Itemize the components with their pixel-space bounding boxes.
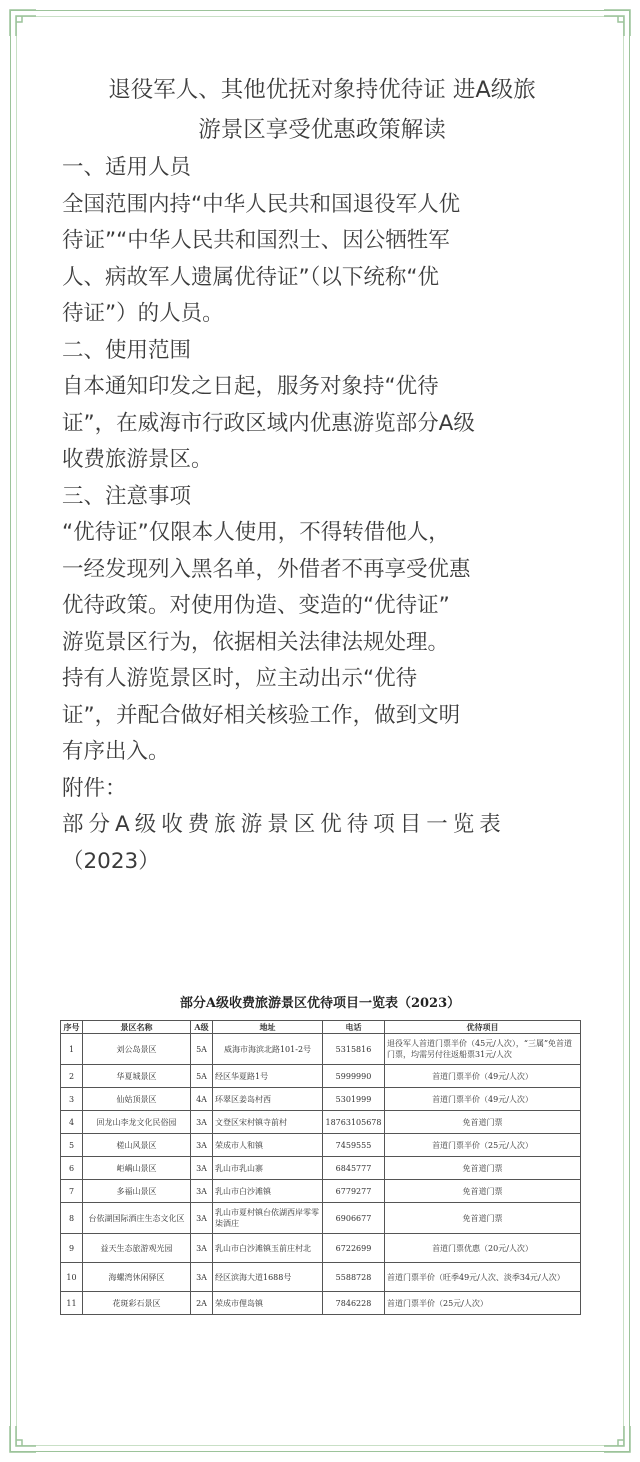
article-body (62, 70, 582, 880)
table-cell: 6722699 (323, 1234, 385, 1263)
table-cell: 免首道门票 (385, 1203, 581, 1234)
article-title (62, 70, 582, 150)
text-line: 人、病故军人遗属优待证”（以下统称“优 (62, 264, 440, 290)
attachment-name (62, 807, 582, 880)
table-row (61, 1034, 581, 1065)
table-cell: 6845777 (323, 1157, 385, 1180)
header-cell: 优待项目 (385, 1021, 581, 1034)
table-cell: 3A (191, 1203, 213, 1234)
section-heading: 一、适用人员 (62, 155, 192, 180)
table-cell: 11 (61, 1292, 83, 1315)
table-cell: 多福山景区 (83, 1180, 191, 1203)
paragraph (62, 661, 582, 771)
corner-ornament-icon (602, 1424, 632, 1454)
table-cell: 首道门票半价（49元/人次） (385, 1088, 581, 1111)
text-line: 收费旅游景区。 (62, 447, 213, 472)
header-cell: 电话 (323, 1021, 385, 1034)
paragraph (62, 187, 582, 333)
table-cell: 4 (61, 1111, 83, 1134)
text-line: “优待证”仅限本人使用，不得转借他人， (62, 520, 450, 545)
table-cell: 5A (191, 1034, 213, 1065)
table-row (61, 1234, 581, 1263)
table-row (61, 1065, 581, 1088)
table-cell: 7846228 (323, 1292, 385, 1315)
corner-ornament-icon (8, 8, 38, 38)
corner-ornament-icon (602, 8, 632, 38)
table-cell: 6779277 (323, 1180, 385, 1203)
table-cell: 华夏城景区 (83, 1065, 191, 1088)
text-line: 待证”）的人员。 (62, 301, 224, 326)
table-cell: 4A (191, 1088, 213, 1111)
scenic-spots-table (60, 1020, 581, 1315)
table-row (61, 1088, 581, 1111)
section-heading: 三、注意事项 (62, 483, 192, 509)
table-row (61, 1203, 581, 1234)
table-cell: 乳山市白沙滩镇玉前庄村北 (213, 1234, 323, 1263)
table-cell: 乳山市夏村镇台依湖西岸零零柒酒庄 (213, 1203, 323, 1234)
section-notes (62, 479, 582, 771)
table-cell: 3A (191, 1157, 213, 1180)
text-line: 待证”“中华人民共和国烈士、因公牺牲军 (62, 228, 450, 253)
attachment-name-line-1: 部分A级收费旅游景区优待项目一览表 (62, 812, 506, 837)
table-cell: 花斑彩石景区 (83, 1292, 191, 1315)
table-cell: 1 (61, 1034, 83, 1065)
table-row (61, 1292, 581, 1315)
table-cell: 免首道门票 (385, 1180, 581, 1203)
header-cell: 序号 (61, 1021, 83, 1034)
text-line: 游览景区行为，依据相关法律法规处理。 (62, 629, 450, 655)
table-cell: 5315816 (323, 1034, 385, 1065)
table-cell: 免首道门票 (385, 1111, 581, 1134)
text-line: 自本通知印发之日起，服务对象持“优待 (62, 374, 439, 399)
table-cell: 刘公岛景区 (83, 1034, 191, 1065)
table-cell: 经区滨海大道1688号 (213, 1263, 323, 1292)
table-cell: 乳山市乳山寨 (213, 1157, 323, 1180)
table-cell: 3A (191, 1180, 213, 1203)
section-scope (62, 333, 582, 479)
table-cell: 台依湖国际酒庄生态文化区 (83, 1203, 191, 1234)
table-cell: 免首道门票 (385, 1157, 581, 1180)
text-line: 证”，在威海市行政区域内优惠游览部分A级 (62, 410, 475, 436)
table-cell: 荣成市人和镇 (213, 1134, 323, 1157)
table-cell: 3 (61, 1088, 83, 1111)
corner-ornament-icon (8, 1424, 38, 1454)
text-line: 全国范围内持“中华人民共和国退役军人优 (62, 191, 461, 217)
text-line: 优待政策。对使用伪造、变造的“优待证” (62, 593, 450, 618)
table-cell: 5999990 (323, 1065, 385, 1088)
title-line-2: 游景区享受优惠政策解读 (198, 117, 446, 143)
table-cell: 首道门票半价（25元/人次） (385, 1134, 581, 1157)
attachment-label: 附件： (62, 775, 127, 801)
title-line-1: 退役军人、其他优抚对象持优待证 进A级旅 (108, 77, 536, 103)
table-cell: 6906677 (323, 1203, 385, 1234)
table-cell: 文登区宋村镇寺前村 (213, 1111, 323, 1134)
header-cell: A级 (191, 1021, 213, 1034)
table-title: 部分A级收费旅游景区优待项目一览表（2023） (179, 996, 461, 1011)
table-cell: 回龙山李龙文化民俗园 (83, 1111, 191, 1134)
table-cell: 2 (61, 1065, 83, 1088)
table-cell: 首道门票优惠（20元/人次） (385, 1234, 581, 1263)
text-line: 持有人游览景区时，应主动出示“优待 (62, 666, 418, 691)
paragraph (62, 369, 582, 479)
table-cell: 5301999 (323, 1088, 385, 1111)
table-cell: 5 (61, 1134, 83, 1157)
table-cell: 9 (61, 1234, 83, 1263)
table-cell: 海螺湾休闲驿区 (83, 1263, 191, 1292)
table-cell: 首道门票半价（旺季49元/人次、淡季34元/人次） (385, 1263, 581, 1292)
table-cell: 8 (61, 1203, 83, 1234)
text-line: 有序出入。 (62, 739, 170, 764)
table-cell: 7459555 (323, 1134, 385, 1157)
table-cell: 益天生态旅游观光园 (83, 1234, 191, 1263)
table-cell: 槎山风景区 (83, 1134, 191, 1157)
table-cell: 首道门票半价（25元/人次） (385, 1292, 581, 1315)
table-cell: 10 (61, 1263, 83, 1292)
table-header-row (61, 1021, 581, 1034)
table-cell: 5588728 (323, 1263, 385, 1292)
table-cell: 环翠区姜岛村西 (213, 1088, 323, 1111)
table-cell: 5A (191, 1065, 213, 1088)
table-row (61, 1180, 581, 1203)
table-cell: 仙姑顶景区 (83, 1088, 191, 1111)
table-row (61, 1157, 581, 1180)
table-cell: 7 (61, 1180, 83, 1203)
table-row (61, 1111, 581, 1134)
table-cell: 经区华夏路1号 (213, 1065, 323, 1088)
table-cell: 2A (191, 1292, 213, 1315)
header-cell: 地址 (213, 1021, 323, 1034)
table-row (61, 1263, 581, 1292)
table-cell: 威海市海滨北路101-2号 (213, 1034, 323, 1065)
section-applicable-persons (62, 150, 582, 333)
table-cell: 3A (191, 1234, 213, 1263)
attachment-name-line-2: （2023） (62, 848, 160, 874)
attachment-table-image (60, 992, 580, 1315)
table-cell: 3A (191, 1111, 213, 1134)
table-cell: 荣成市俚岛镇 (213, 1292, 323, 1315)
paragraph (62, 515, 582, 661)
section-heading: 二、使用范围 (62, 337, 192, 363)
table-cell: 首道门票半价（49元/人次） (385, 1065, 581, 1088)
text-line: 一经发现列入黑名单，外借者不再享受优惠 (62, 556, 471, 582)
table-cell: 退役军人首道门票半价（45元/人次），“三属”免首道门票，均需另付往返船票31元/人次 (385, 1034, 581, 1065)
table-cell: 岠嵎山景区 (83, 1157, 191, 1180)
table-cell: 6 (61, 1157, 83, 1180)
table-cell: 乳山市白沙滩镇 (213, 1180, 323, 1203)
table-cell: 18763105678 (323, 1111, 385, 1134)
table-cell: 3A (191, 1263, 213, 1292)
table-cell: 3A (191, 1134, 213, 1157)
table-row (61, 1134, 581, 1157)
header-cell: 景区名称 (83, 1021, 191, 1034)
text-line: 证”，并配合做好相关核验工作，做到文明 (62, 702, 461, 728)
